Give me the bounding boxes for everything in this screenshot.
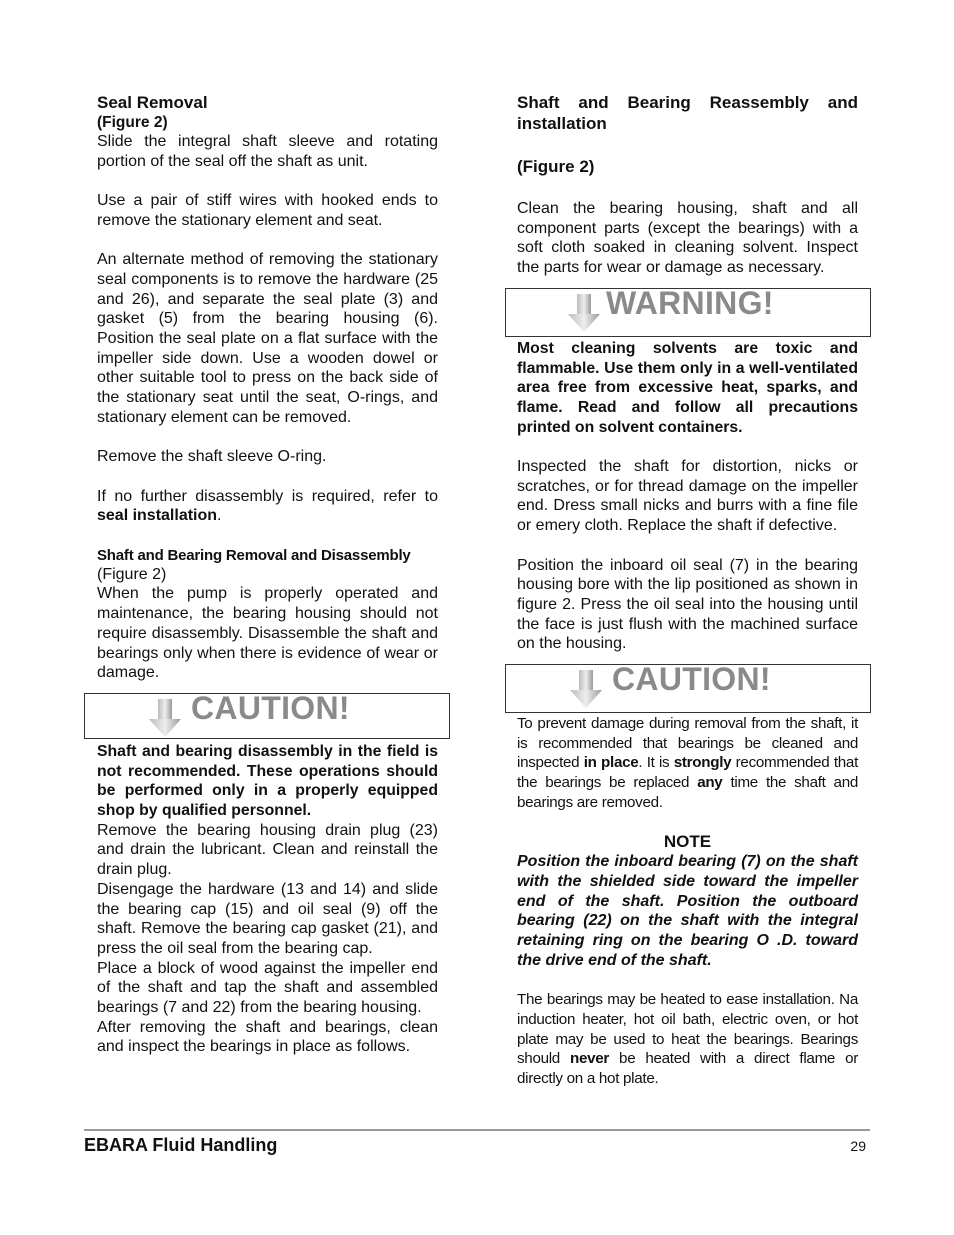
paragraph: Inspected the shaft for distortion, nicks or scratches, or for thread damage on the impeller end. Dress small nicks and burrs with a fine file or emery cloth. Replace the shaft if defective. xyxy=(517,458,858,535)
paragraph: After removing the shaft and bearings, clean and inspect the bearings in place as follows. xyxy=(97,1018,438,1056)
caution-label: CAUTION! xyxy=(612,661,771,698)
note-text: Position the inboard bearing (7) on the shaft with the shielded side toward the impeller end of the shaft. Position the outboard bearing (22) on the shaft with the integral retaining ring on the bearing O .D. toward the drive end of the shaft. xyxy=(517,853,858,969)
page-number: 29 xyxy=(850,1138,866,1154)
paragraph: An alternate method of removing the stationary seal components is to remove the hardware (25 and 26), and separate the seal plate (3) and gasket (5) from the bearing housing (6). Position the seal plate on a flat surface with the impeller side down. Use a wooden dowel or other suitable tool to press on the back side of the stationary seat until the seat, O-rings, and stationary element can be removed. xyxy=(97,251,438,426)
paragraph: When the pump is properly operated and maintenance, the bearing housing should not require disassembly. Disassemble the shaft and bearings only when there is evidence of wear or damage. xyxy=(97,585,438,682)
paragraph: Remove the shaft sleeve O-ring. xyxy=(97,448,327,466)
reassembly-heading: Shaft and Bearing Reassembly and installation xyxy=(517,93,858,133)
paragraph: Position the inboard oil seal (7) in the bearing housing bore with the lip positioned as shown in figure 2. Press the oil seal into the housing until the face is just flush with the machined surface on the housing. xyxy=(517,556,858,653)
caution-text: Shaft and bearing disassembly in the field is not recommended. These operations should be performed only in a properly equipped shop by qualified personnel. xyxy=(97,742,438,820)
figure-ref: (Figure 2) xyxy=(97,565,167,583)
down-arrow-icon xyxy=(570,670,602,708)
shaft-removal-heading: Shaft and Bearing Removal and Disassembly xyxy=(97,546,411,564)
caution-text: To prevent damage during removal from the shaft, it is recommended that bearings be cleaned and inspected in place. It is strongly recommended that the bearings be replaced any time the shaft and bearings are removed. xyxy=(517,715,858,811)
warning-box xyxy=(505,284,871,337)
right-column xyxy=(517,92,858,1089)
note-heading: NOTE xyxy=(663,832,712,852)
down-arrow-icon xyxy=(149,699,181,737)
paragraph: Slide the integral shaft sleeve and rotating portion of the seal off the shaft as unit. xyxy=(97,133,438,170)
down-arrow-icon xyxy=(568,294,600,332)
footer-company: EBARA Fluid Handling xyxy=(84,1135,278,1155)
warning-label: WARNING! xyxy=(606,284,774,321)
seal-removal-heading: Seal Removal (Figure 2) xyxy=(97,92,438,132)
caution-box xyxy=(84,689,450,739)
footer-divider xyxy=(84,1129,870,1131)
warning-text: Most cleaning solvents are toxic and flammable. Use them only in a well-ventilated area free from excessive heat, sparks, and flame. Read and follow all precautions printed on solvent containers. xyxy=(517,339,858,436)
seal-installation-ref: seal installation xyxy=(97,507,218,525)
paragraph: Remove the bearing housing drain plug (23) and drain the lubricant. Clean and reinstall the drain plug. xyxy=(97,821,438,879)
caution-box xyxy=(505,661,871,713)
caution-label: CAUTION! xyxy=(191,689,350,726)
seal-removal-figure-ref: (Figure 2) xyxy=(97,114,168,131)
paragraph: If no further disassembly is required, refer to seal installation. xyxy=(97,487,438,525)
paragraph: Use a pair of stiff wires with hooked ends to remove the stationary element and seat. xyxy=(97,192,438,229)
paragraph: Disengage the hardware (13 and 14) and slide the bearing cap (15) and oil seal (9) off the shaft. Remove the bearing cap gasket (21), and press the oil seal from the bearing cap. xyxy=(97,880,438,957)
paragraph: The bearings may be heated to ease installation. Na induction heater, hot oil bath, electric oven, or hot plate may be used to heat the bearings. Bearings should never be heated with a direct flame or directly on a hot plate. xyxy=(517,991,858,1087)
paragraph: Clean the bearing housing, shaft and all component parts (except the bearings) with a soft cloth soaked in cleaning solvent. Inspect the parts for wear or damage as necessary. xyxy=(517,200,858,277)
left-column xyxy=(97,92,438,1057)
paragraph: Place a block of wood against the impeller end of the shaft and tap the shaft and assembled bearings (7 and 22) from the bearing housing. xyxy=(97,959,438,1017)
figure-ref: (Figure 2) xyxy=(517,157,595,176)
